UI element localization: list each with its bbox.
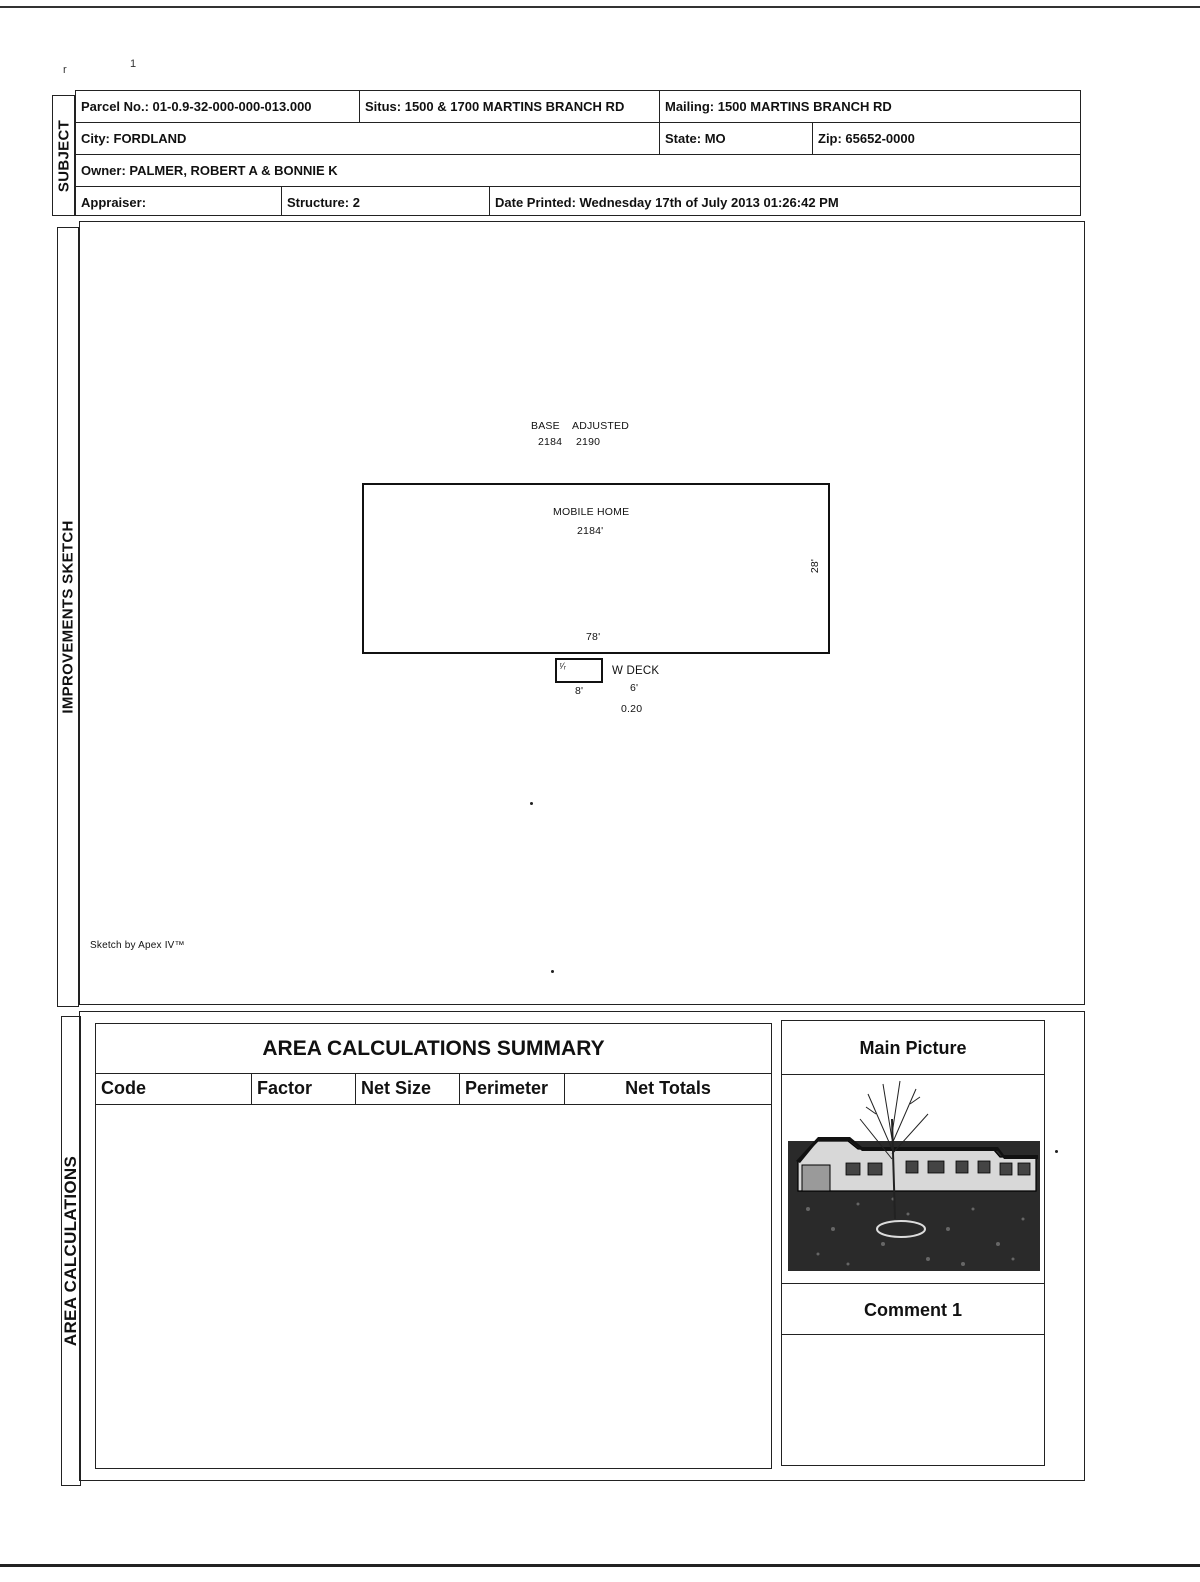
column-header-code: Code — [96, 1074, 252, 1105]
base-label: BASE — [531, 420, 560, 432]
mobile-home-area: 2184' — [577, 525, 604, 537]
situs-address: Situs: 1500 & 1700 MARTINS BRANCH RD — [360, 91, 660, 123]
scan-mark: 1 — [130, 58, 137, 70]
subject-label-text: SUBJECT — [55, 119, 72, 192]
column-header-perimeter: Perimeter — [460, 1074, 565, 1105]
date-printed: Date Printed: Wednesday 17th of July 2013 01:26:42 PM — [495, 195, 839, 210]
adjusted-value: 2190 — [576, 436, 601, 448]
area-label-text: AREA CALCULATIONS — [61, 1155, 80, 1347]
base-value: 2184 — [538, 436, 563, 448]
sketch-label-text: IMPROVEMENTS SKETCH — [59, 520, 77, 714]
mailing-address: Mailing: 1500 MARTINS BRANCH RD — [660, 91, 1080, 123]
city: City: FORDLAND — [76, 123, 660, 155]
main-picture-panel — [781, 1020, 1045, 1466]
scan-dot — [551, 970, 554, 973]
subject-grid — [75, 90, 1081, 216]
scan-edge-bottom — [0, 1564, 1200, 1567]
zip: Zip: 65652-0000 — [813, 123, 1080, 155]
deck-depth: 6' — [630, 682, 639, 694]
mobile-home-width: 78' — [586, 631, 601, 643]
parcel-number: Parcel No.: 01-0.9-32-000-000-013.000 — [76, 91, 360, 123]
mobile-home-label: MOBILE HOME — [553, 506, 630, 518]
area-section-label — [61, 1016, 81, 1486]
appraiser: Appraiser: — [76, 187, 282, 215]
deck-factor: 0.20 — [621, 703, 643, 715]
structure: Structure: 2 — [282, 187, 490, 215]
comment-title: Comment 1 — [782, 1283, 1044, 1335]
deck-label: W DECK — [612, 665, 660, 677]
state: State: MO — [660, 123, 813, 155]
owner: Owner: PALMER, ROBERT A & BONNIE K — [76, 155, 1080, 187]
scan-dot — [1055, 1150, 1058, 1153]
scan-dot — [530, 802, 533, 805]
deck-width: 8' — [575, 685, 584, 697]
subject-section-label — [52, 95, 75, 216]
house-photo — [788, 1079, 1040, 1271]
column-header-factor: Factor — [252, 1074, 356, 1105]
sketch-section-label — [57, 227, 79, 1007]
column-header-net-totals: Net Totals — [565, 1074, 771, 1105]
area-summary-title: AREA CALCULATIONS SUMMARY — [96, 1024, 771, 1074]
column-header-net-size: Net Size — [356, 1074, 460, 1105]
adjusted-label: ADJUSTED — [572, 420, 630, 432]
scan-mark: r — [63, 64, 67, 76]
sketch-credit: Sketch by Apex IV™ — [90, 940, 185, 951]
mobile-home-depth: 28' — [809, 558, 822, 574]
main-picture-title: Main Picture — [782, 1021, 1044, 1075]
deck-mark: ᵗ⁄ᵣ — [560, 661, 567, 671]
scan-edge-top — [0, 6, 1200, 8]
area-summary-table — [95, 1023, 772, 1469]
